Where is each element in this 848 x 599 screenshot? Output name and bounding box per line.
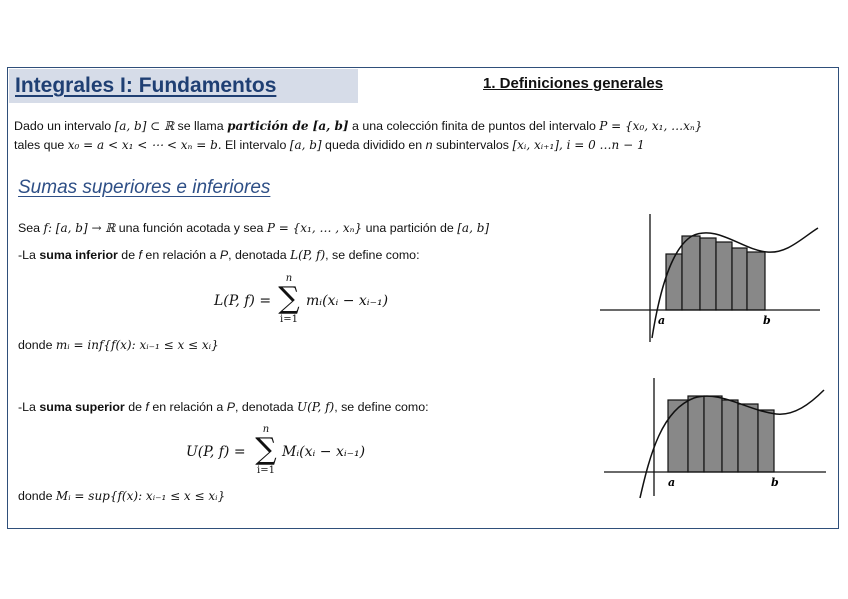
upper-sum-figure	[598, 374, 830, 500]
intro-line-1	[14, 119, 702, 133]
f-variable: f	[138, 248, 142, 262]
sigma-upper-limit: n	[262, 424, 270, 435]
body-text: donde	[18, 489, 56, 503]
intro-text: subintervalos	[432, 138, 513, 152]
body-text: en relación a	[148, 400, 227, 414]
body-text: de	[124, 400, 146, 414]
intro-text: El intervalo	[221, 138, 290, 152]
body-text: una partición de	[362, 221, 458, 235]
section-title: 1. Definiciones generales	[483, 75, 664, 92]
partition-term: partición de [a, b]	[227, 119, 349, 133]
lower-sum-rhs: mᵢ(xᵢ − xᵢ₋₁)	[306, 293, 389, 309]
lower-rect-2	[682, 236, 700, 310]
label-a: a	[668, 476, 676, 489]
sup-definition-math: Mᵢ = sup{f(x): xᵢ₋₁ ≤ x ≤ xᵢ}	[55, 489, 226, 503]
lower-sum-term: suma inferior	[39, 248, 118, 262]
sigma-symbol: ∑	[278, 281, 300, 316]
lower-sum-figure	[592, 208, 824, 348]
upper-rect-2	[688, 396, 704, 472]
label-a: a	[658, 314, 666, 327]
upper-sum-sigma	[253, 424, 279, 476]
lower-sum-definition	[18, 248, 420, 262]
interval-math: [a, b]	[289, 138, 322, 152]
upper-sum-notation: U(P, f)	[297, 400, 335, 414]
body-text: , denotada	[228, 248, 291, 262]
order-condition-math: x₀ = a < x₁ < ⋯ < xₙ = b.	[67, 138, 222, 152]
intro-text: queda dividido en	[321, 138, 426, 152]
body-text: en relación a	[141, 248, 220, 262]
lower-sum-notation: L(P, f)	[290, 248, 326, 262]
lower-sum-sigma	[276, 273, 302, 325]
body-text: donde	[18, 338, 56, 352]
sigma-symbol: ∑	[255, 432, 277, 467]
upper-rect-4	[722, 400, 738, 472]
intro-text: tales que	[14, 138, 68, 152]
lower-rect-3	[700, 238, 716, 310]
page-title: Integrales I: Fundamentos	[15, 74, 277, 97]
interval-math: [a, b]	[457, 221, 490, 235]
body-text: , se define como:	[325, 248, 420, 262]
partition-set-math: P = {x₀, x₁, …xₙ}	[599, 119, 703, 133]
subinterval-math: [xᵢ, xᵢ₊₁], i = 0 …n − 1	[512, 138, 645, 152]
p-variable: P	[226, 400, 235, 414]
f-variable: f	[145, 400, 149, 414]
intro-line-2	[14, 138, 645, 152]
body-text: una función acotada y sea	[115, 221, 267, 235]
upper-sum-lhs: U(P, f) =	[186, 444, 246, 460]
lower-rect-4	[716, 242, 732, 310]
n-variable: n	[425, 138, 433, 152]
upper-sum-term: suma superior	[39, 400, 125, 414]
upper-rect-1	[668, 400, 688, 472]
partition-set-math: P = {x₁, … , xₙ}	[266, 221, 363, 235]
lower-sum-lhs: L(P, f) =	[214, 293, 272, 309]
sigma-upper-limit: n	[285, 273, 293, 284]
body-text: , se define como:	[334, 400, 429, 414]
label-b: b	[771, 476, 779, 489]
body-text: Sea	[18, 221, 44, 235]
lower-rect-1	[666, 254, 682, 310]
upper-rect-5	[738, 404, 758, 472]
upper-sum-definition	[18, 400, 429, 414]
upper-sum-sup-def	[18, 489, 225, 503]
upper-sum-rhs: Mᵢ(xᵢ − xᵢ₋₁)	[282, 444, 366, 460]
body-text: -La	[18, 400, 40, 414]
inf-definition-math: mᵢ = inf{f(x): xᵢ₋₁ ≤ x ≤ xᵢ}	[55, 338, 219, 352]
intro-text: se llama	[174, 119, 228, 133]
body-text: -La	[18, 248, 40, 262]
lower-sum-inf-def	[18, 338, 219, 352]
body-text: , denotada	[234, 400, 297, 414]
lower-rect-5	[732, 248, 747, 310]
sigma-lower-limit: i=1	[257, 465, 275, 476]
interval-math: [a, b] ⊂ ℝ	[114, 119, 175, 133]
sums-paragraph-1	[18, 221, 576, 235]
sigma-lower-limit: i=1	[280, 314, 298, 325]
intro-text: Dado un intervalo	[14, 119, 115, 133]
upper-rect-3	[704, 396, 722, 472]
body-text: de	[117, 248, 139, 262]
upper-rect-6	[758, 410, 774, 472]
p-variable: P	[219, 248, 229, 262]
label-b: b	[763, 314, 771, 327]
intro-text: a una colección finita de puntos del intervalo	[348, 119, 600, 133]
lower-rect-6	[747, 252, 765, 310]
function-math: f: [a, b] → ℝ	[43, 221, 116, 235]
sums-subtitle: Sumas superiores e inferiores	[18, 177, 271, 198]
